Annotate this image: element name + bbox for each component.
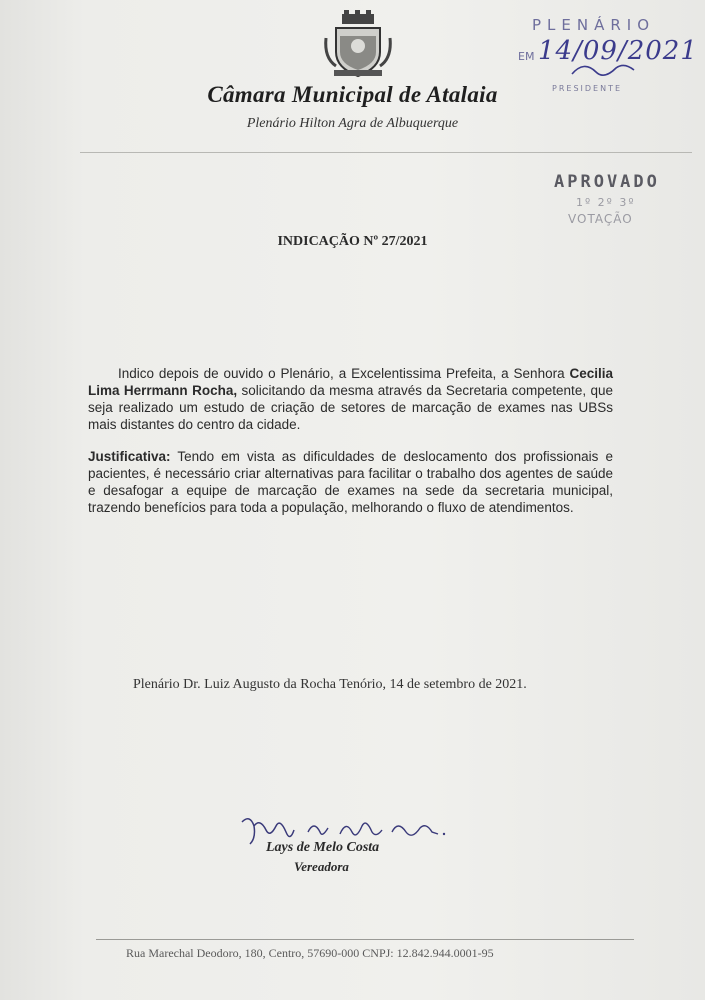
signer-name: Lays de Melo Costa: [266, 840, 380, 855]
paragraph-request-intro: Indico depois de ouvido o Plenário, a Excelentissima Prefeita, a Senhora: [118, 366, 570, 381]
justification-label: Justificativa:: [88, 449, 171, 464]
plenario-stamp-title: PLENÁRIO: [532, 16, 656, 34]
approved-stamp-vote: VOTAÇÃO: [568, 212, 633, 226]
approved-stamp-turns: 1º 2º 3º: [576, 196, 636, 209]
footer-divider: [96, 939, 634, 940]
paragraph-request-rest: solicitando da mesma através da Secretaria competente, que seja realizado um estudo de criação de setores de marcação de exames nas UBSs mais distantes do centro da cidade.: [88, 383, 613, 432]
initials-scribble-icon: [512, 10, 692, 100]
plenario-stamp-footer: PRESIDENTE: [552, 84, 623, 93]
plenario-stamp: [512, 10, 698, 100]
org-subtitle: Plenário Hilton Agra de Albuquerque: [246, 116, 459, 131]
approved-stamp: [548, 172, 698, 232]
paragraph-justification: [88, 448, 613, 516]
org-name: Câmara Municipal de Atalaia: [207, 82, 498, 107]
plenario-stamp-prefix: EM: [518, 50, 535, 63]
plenario-stamp-date: 14/09/2021: [538, 36, 698, 66]
place-and-date: Plenário Dr. Luiz Augusto da Rocha Tenório, 14 de setembro de 2021.: [133, 677, 527, 692]
document-title: INDICAÇÃO Nº 27/2021: [277, 234, 428, 249]
justification-text: Tendo em vista as dificuldades de deslocamento dos profissionais e pacientes, é necessário criar alternativas para facilitar o trabalho dos agentes de saúde e desafogar a equipe de marcação de exames na sede da secretaria municipal, trazendo benefícios para toda a população, melhorando o fluxo de atendimentos.: [88, 449, 613, 515]
paragraph-request: [88, 365, 613, 433]
signer-role: Vereadora: [294, 859, 349, 874]
footer-address: Rua Marechal Deodoro, 180, Centro, 57690-000 CNPJ: 12.842.944.0001-95: [126, 946, 494, 960]
recipient-name: Cecilia Lima Herrmann Rocha,: [88, 366, 613, 398]
approved-stamp-title: APROVADO: [554, 172, 660, 192]
coat-of-arms-icon: [322, 8, 394, 80]
header-divider: [80, 152, 692, 153]
